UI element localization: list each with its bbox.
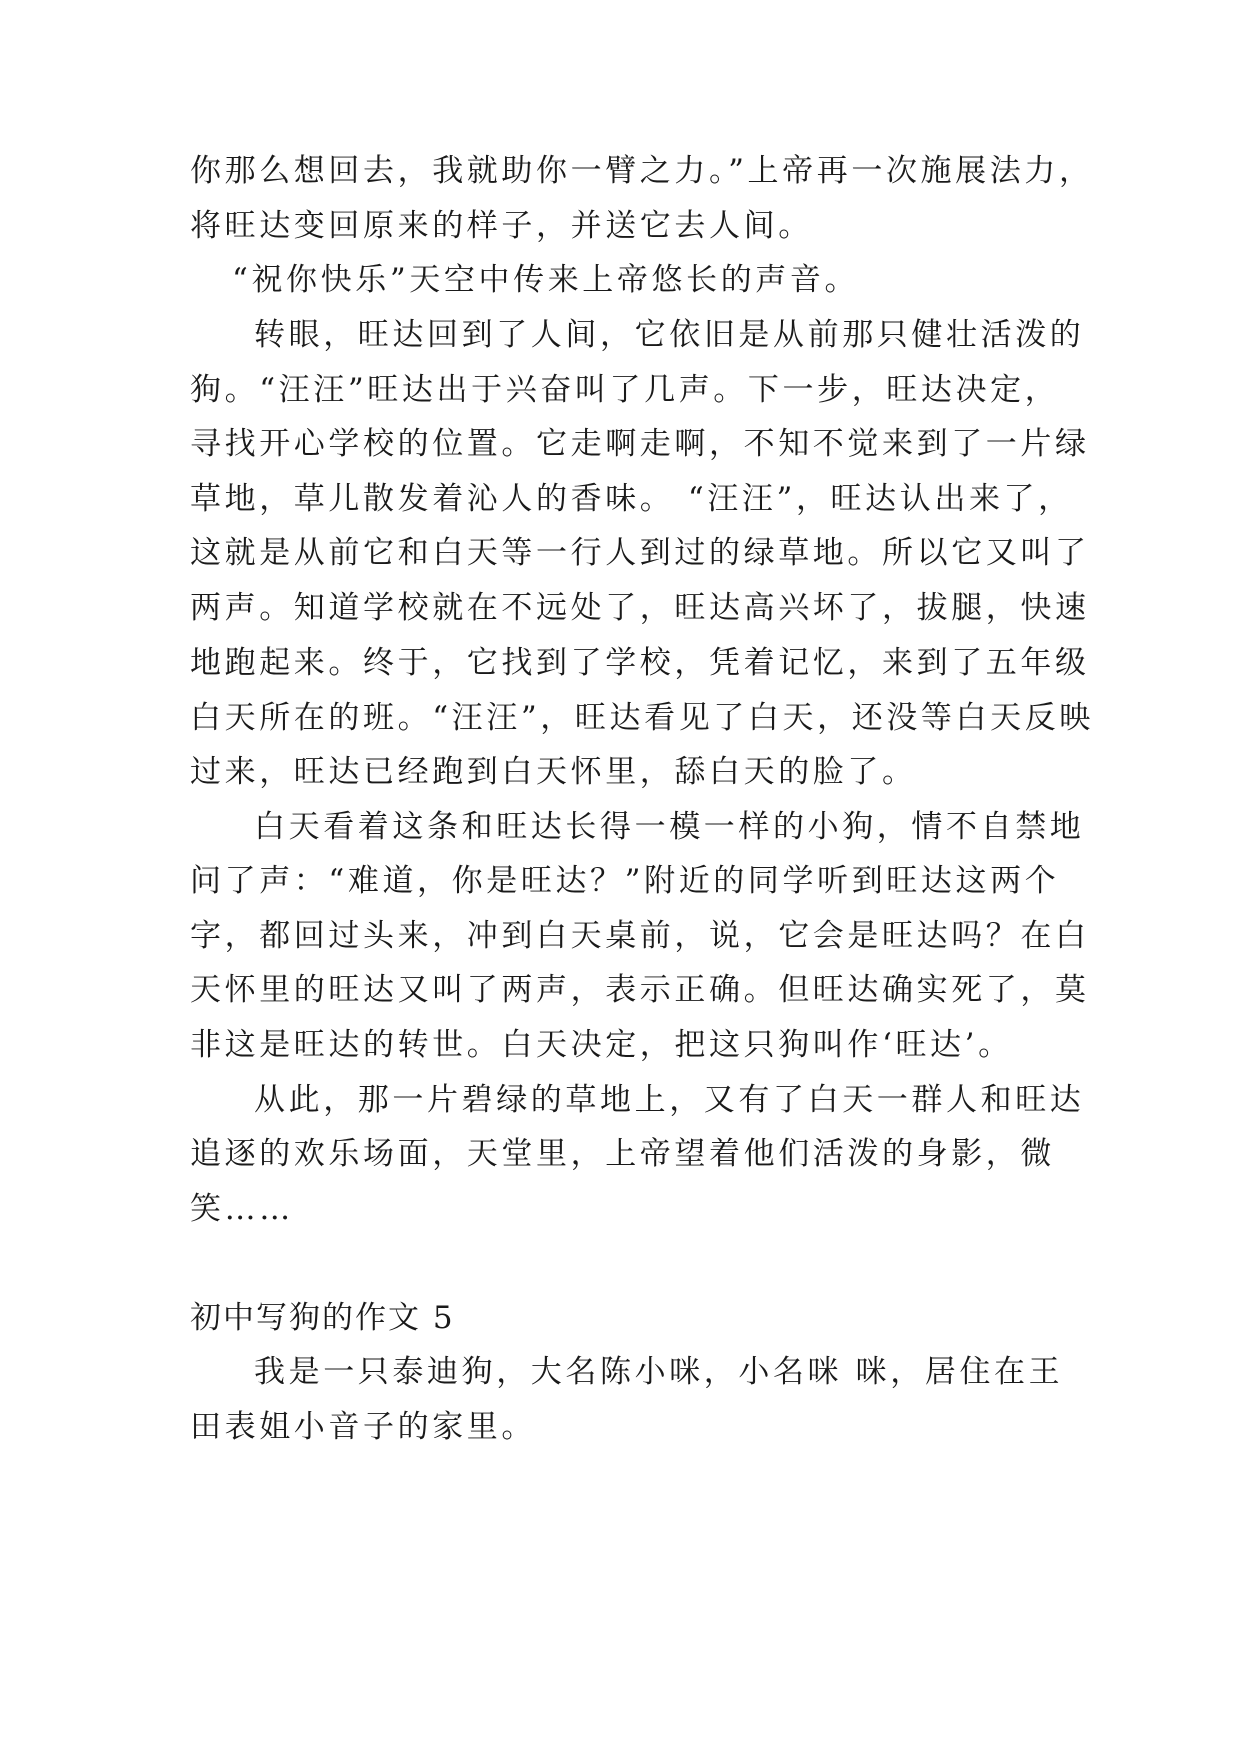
text-line: 两声。知道学校就在不远处了，旺达高兴坏了，拔腿，快速 <box>190 590 1090 626</box>
text-line: 白天所在的班。“汪汪”，旺达看见了白天，还没等白天反映 <box>190 700 1094 736</box>
text-line: 非这是旺达的转世。白天决定，把这只狗叫作‘旺达’。 <box>190 1027 1013 1063</box>
text-line: 田表姐小音子的家里。 <box>190 1409 536 1445</box>
text-line: 地跑起来。终于，它找到了学校，凭着记忆，来到了五年级 <box>190 645 1090 681</box>
text-line: 寻找开心学校的位置。它走啊走啊，不知不觉来到了一片绿 <box>190 426 1090 462</box>
text-line: 这就是从前它和白天等一行人到过的绿草地。所以它又叫了 <box>190 535 1090 571</box>
text-line: 从此，那一片碧绿的草地上，又有了白天一群人和旺达 <box>254 1082 1085 1118</box>
text-line: “祝你快乐”天空中传来上帝悠长的声音。 <box>232 262 860 298</box>
text-line: 过来，旺达已经跑到白天怀里，舔白天的脸了。 <box>190 754 917 790</box>
text-line: 字，都回过头来，冲到白天桌前，说，它会是旺达吗？在白 <box>190 918 1090 954</box>
text-line: 笑…… <box>190 1191 294 1227</box>
text-line: 白天看着这条和旺达长得一模一样的小狗，情不自禁地 <box>254 809 1085 845</box>
text-line: 你那么想回去，我就助你一臂之力。”上帝再一次施展法力， <box>190 153 1094 189</box>
text-line: 问了声：“难道，你是旺达？”附近的同学听到旺达这两个 <box>190 863 1060 899</box>
text-line: 转眼，旺达回到了人间，它依旧是从前那只健壮活泼的 <box>254 317 1085 353</box>
text-line: 将旺达变回原来的样子，并送它去人间。 <box>190 208 813 244</box>
text-line: 我是一只泰迪狗，大名陈小咪，小名咪 咪，居住在王 <box>254 1354 1064 1390</box>
text-line: 追逐的欢乐场面，天堂里，上帝望着他们活泼的身影，微 <box>190 1136 1055 1172</box>
text-line: 草地，草儿散发着沁人的香味。 “汪汪”，旺达认出来了， <box>190 481 1073 517</box>
section-title: 初中写狗的作文 5 <box>190 1300 455 1336</box>
text-line: 天怀里的旺达又叫了两声，表示正确。但旺达确实死了，莫 <box>190 972 1090 1008</box>
text-line: 狗。“汪汪”旺达出于兴奋叫了几声。下一步，旺达决定， <box>190 372 1060 408</box>
